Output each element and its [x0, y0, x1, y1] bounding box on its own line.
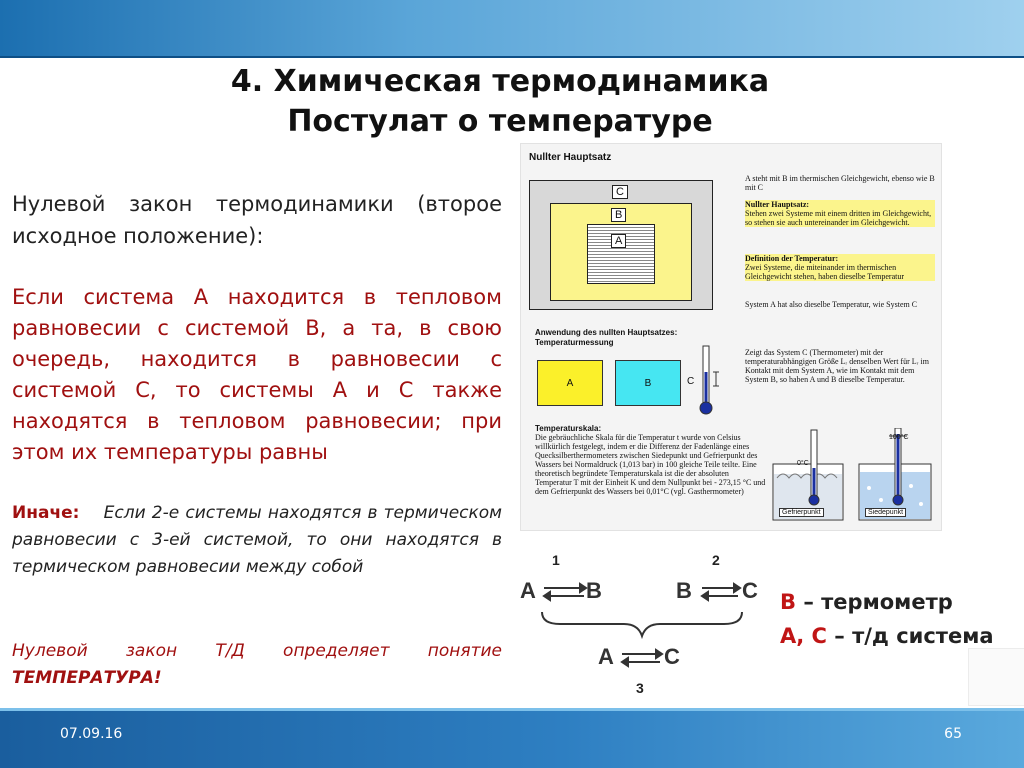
figure-text-3-body: Zwei Systeme, die miteinander im thermischen Gleichgewicht stehen, haben dieselbe Temperatur — [745, 263, 905, 281]
step-number-1: 1 — [552, 552, 560, 568]
equilibrium-diagram — [520, 550, 762, 696]
slide-title — [150, 62, 850, 142]
footer-band — [0, 708, 1024, 768]
figure-scale-body: Die gebräuchliche Skala für die Temperatur t wurde von Celsius willkürlich festgelegt, indem er die Differenz der Fadenlänge eines Quecksilberthermometers zwischen Siedepunkt und Gefrierpunkt des Wassers bei Normaldruck (1,013 bar) in 100 gleiche Teile teilte. Eine theoretisch begründete Temperaturskala ist die der absoluten Temperatur T mit der Einheit K und dem Nullpunkt bei - 273,15 °C und dem Gefrierpunkt des Wassers bei 0,01°C (vgl. Gasthermometer) — [535, 433, 766, 496]
figure-text-1: A steht mit B im thermischen Gleichgewicht, ebenso wie B mit C — [745, 174, 935, 192]
header-band — [0, 0, 1024, 58]
figure-header: Nullter Hauptsatz — [529, 152, 612, 163]
zeroth-law-statement: Если система А находится в тепловом равновесии с системой В, а та, в свою очередь, находится в равновесии с системой С, то системы А и С также находятся в тепловом равновесии; при этом их температуры равны — [12, 285, 502, 464]
siedepunkt-label: Siedepunkt — [865, 508, 906, 517]
figure-section-2 — [535, 328, 677, 348]
legend-b: В — [780, 590, 797, 614]
figure-text-2 — [745, 200, 935, 227]
footer-date: 07.09.16 — [60, 726, 123, 742]
system-c-box — [529, 180, 713, 310]
system-a-box — [587, 224, 655, 284]
step-number-3: 3 — [636, 680, 644, 696]
label-a: A — [611, 234, 626, 248]
thermometer-icon — [697, 344, 727, 416]
step-number-2: 2 — [712, 552, 720, 568]
footer-page-number: 65 — [944, 726, 962, 742]
pair2-b: B — [676, 578, 692, 603]
label-c: C — [612, 185, 628, 199]
zero-celsius-label: 0°C — [797, 460, 809, 467]
figure-text-2-body: Stehen zwei Systeme mit einem dritten im Gleichgewicht, so stehen sie auch untereinander im Gleichgewicht. — [745, 209, 932, 227]
system-b-cyan: B — [615, 360, 681, 406]
system-b-box — [550, 203, 692, 301]
conclusion-paragraph — [12, 638, 502, 692]
zeroth-law-figure — [520, 143, 942, 531]
system-a-yellow: A — [537, 360, 603, 406]
legend-b-text: – термометр — [796, 590, 953, 614]
pair1-a: A — [520, 578, 536, 603]
zeroth-law-heading: Нулевой закон термодинамики (второе исходное положение): — [12, 192, 502, 248]
title-line-1: 4. Химическая термодинамика — [230, 64, 770, 99]
hundred-celsius-label: 100°C — [889, 434, 909, 441]
legend-system — [780, 624, 994, 648]
figure-text-5: Zeigt das System C (Thermometer) mit der temperaturabhängigen Größe Lᵣ denselben Wert für Lᵣ im Kontakt mit dem System A, wie im Kontakt mit dem System B, so haben A und B dieselbe Temperatur. — [745, 348, 929, 384]
figure-text-4: System A hat also dieselbe Temperatur, wie System C — [745, 300, 918, 309]
figure-text-2-title: Nullter Hauptsatz: — [745, 200, 810, 209]
conclusion-strong: ТЕМПЕРАТУРА! — [12, 668, 162, 688]
figure-section-2-line-1: Anwendung des nullten Hauptsatzes: — [535, 328, 678, 337]
title-line-2: Постулат о температуре — [287, 104, 713, 139]
overlay-widget — [968, 648, 1024, 706]
legend-ac-text: – т/д система — [826, 624, 994, 648]
legend-ac: А, С — [780, 624, 827, 648]
figure-section-2-line-2: Temperaturmessung — [535, 338, 614, 347]
gefrierpunkt-label: Gefrierpunkt — [779, 508, 824, 517]
figure-scale-text — [535, 424, 767, 496]
pair3-c: C — [664, 644, 680, 669]
conclusion-text: Нулевой закон Т/Д определяет понятие — [12, 641, 502, 661]
otherwise-paragraph — [12, 500, 502, 581]
equilibrium-arrows — [520, 550, 762, 696]
label-b: B — [611, 208, 626, 222]
otherwise-label: Иначе: — [12, 503, 80, 523]
figure-text-3-title: Definition der Temperatur: — [745, 254, 839, 263]
pair2-c: C — [742, 578, 758, 603]
pair3-a: A — [598, 644, 614, 669]
figure-scale-title: Temperaturskala: — [535, 424, 602, 433]
otherwise-text: Если 2-е системы находятся в термическом равновесии с 3-ей системой, то они находятся в термическом равновесии между собой — [12, 503, 503, 577]
figure-text-3 — [745, 254, 935, 281]
legend-thermometer — [780, 590, 953, 614]
pair1-b: B — [586, 578, 602, 603]
thermometer-label-c: C — [687, 376, 695, 387]
